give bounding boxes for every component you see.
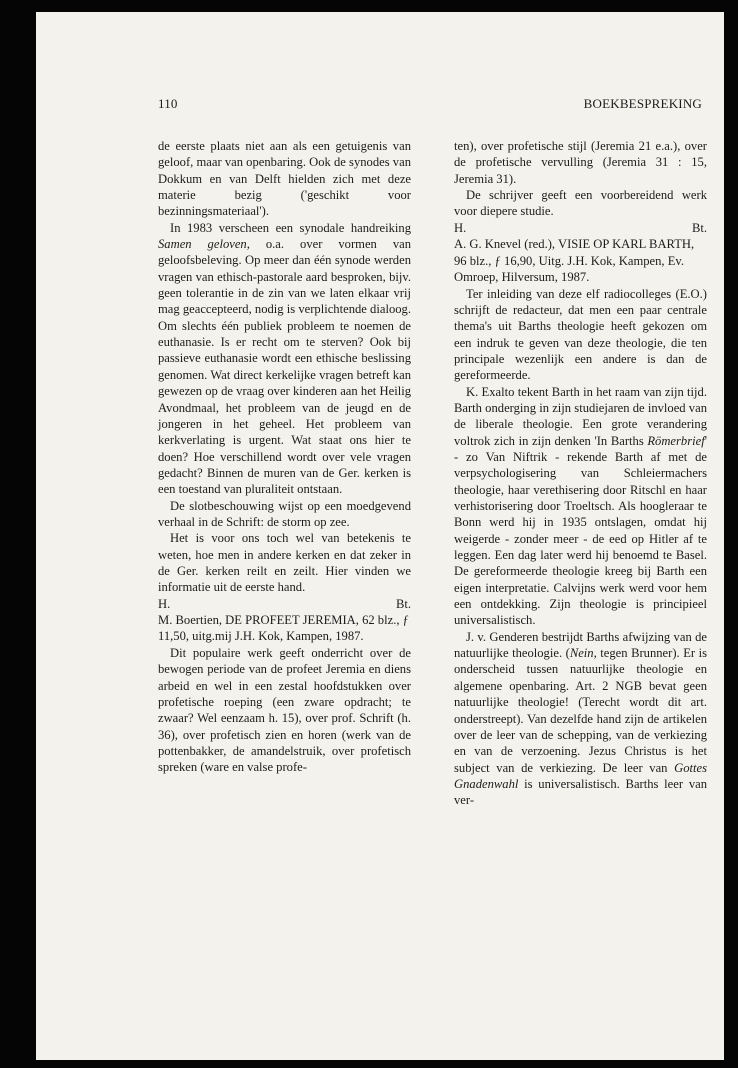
signature-author: Bt. bbox=[395, 596, 411, 611]
italic-term: Gottes Gnadenwahl bbox=[454, 760, 707, 791]
paragraph: de eerste plaats niet aan als een getuigenis van geloof, maar van openbaring. Ook de synodes van Dokkum en van Delft hielden zich met deze materie bezig ('geschikt voor bezinningsmateriaal'). bbox=[158, 139, 411, 219]
signature-initial: H. bbox=[158, 596, 171, 611]
book-title-italic: Samen geloven, bbox=[158, 237, 250, 252]
page-header bbox=[158, 96, 702, 116]
book-title-italic: Römerbrief bbox=[647, 433, 705, 448]
book-citation: A. G. Knevel (red.), VISIE OP KARL BARTH, 96 blz., ƒ 16,90, Uitg. J.H. Kok, Kampen, Ev. Omroep, Hilversum, 1987. bbox=[454, 237, 695, 285]
paragraph: De schrijver geeft een voorbereidend werk voor diepere studie. bbox=[454, 188, 707, 219]
paragraph-text: tegen Brunner). Er is onderscheid tussen natuurlijke theologie en algemene openbaring. Art. 2 NGB bevat geen natuurlijke theologie! (Terecht wordt dit art. onderstreept). Van dezelfde hand zijn de artikelen over de leer van de schepping, van de verkiezing en van de verzoening. Jezus Christus is het subject van de verkiezing. De leer van bbox=[454, 646, 708, 775]
signature-author: Bt. bbox=[691, 220, 707, 235]
paragraph bbox=[454, 384, 707, 629]
paragraph-text: J. v. Genderen bestrijdt Barths afwijzing van de natuurlijke theologie. ( bbox=[454, 629, 707, 661]
paragraph-text: K. Exalto tekent Barth in het raam van zijn tijd. Barth onderging in zijn studiejaren de invloed van de liberale theologie. Een grote verandering voltrok zich in zijn denken 'In Barths bbox=[454, 384, 707, 448]
signature-initial: H. bbox=[454, 220, 467, 235]
book-page bbox=[36, 12, 724, 1060]
right-column bbox=[454, 138, 707, 809]
paragraph-text: ' - zo Van Niftrik - rekende Barth af met de verpsychologisering van Schleiermachers theologie, haar verethisering door Ritschl en haar verhistorisering door Troeltsch. Als hoogleraar te Bonn werd hij in 1935 ontslagen, omdat hij weigerde - zonder meer - de eed op Hitler af te leggen. Een dag later werd hij benoemd te Basel. De gereformeerde theologie kreeg bij Barth een eigen interpretatie. Calvijns werk werd voor hem een ontdekking. Zijn theologie is principieel universalistisch. bbox=[454, 433, 707, 628]
review-signature bbox=[158, 596, 411, 612]
italic-term: Nein, bbox=[569, 646, 597, 661]
paragraph: Dit populaire werk geeft onderricht over de bewogen periode van de profeet Jeremia en diens arbeid en wel in een zestal hoofdstukken over profetische roeping (een zware opdracht; te zwaar? Wel eenzaam h. 15), over prof. Schrift (h. 36), over profetisch zien en horen (werk van de pottenbakker, de amandelstruik, over profetisch spreken (ware en valse profe- bbox=[158, 645, 411, 775]
paragraph: Ter inleiding van deze elf radiocolleges (E.O.) schrijft de redacteur, dat men een paar centrale thema's uit Barths theologie heeft gekozen om een indruk te geven van deze theologie, die ten principale wezenlijk een andere is dan de gereformeerde. bbox=[454, 286, 707, 383]
left-column bbox=[158, 138, 411, 776]
paragraph: Het is voor ons toch wel van betekenis te weten, hoe men in andere kerken en dat zeker in de Ger. kerken reilt en zeilt. Hier vinden we informatie uit de eerste hand. bbox=[158, 531, 411, 595]
paragraph: ten), over profetische stijl (Jeremia 21 e.a.), over de profetische vervulling (Jeremia 31 : 15, Jeremia 31). bbox=[454, 139, 707, 186]
paragraph-text: In 1983 verscheen een synodale handreiking bbox=[170, 220, 411, 235]
page-number: 110 bbox=[158, 96, 178, 111]
paragraph: De slotbeschouwing wijst op een moedgevend verhaal in de Schrift: de storm op zee. bbox=[158, 498, 411, 529]
paragraph bbox=[454, 629, 707, 809]
paragraph bbox=[158, 220, 411, 498]
paragraph-text: is universalistisch. Barths leer van ver- bbox=[454, 776, 707, 808]
paragraph-text: o.a. over vormen van geloofsbeleving. Op meer dan één synode werden vragen van ethisch-pastorale aard besproken, bijv. geen tolerantie in de zin van we laten elkaar vrij mag geaccepteerd, nodig is verplichtende dialoog. Om slechts één publiek probleem te noemen de euthanasie. Is er recht om te sterven? Ook bij passieve euthanasie wordt een ethische beslissing genomen. Wat direct kerkelijke vragen betreft kan gewezen op de vraag over kinderen aan het Heilig Avondmaal, het probleem van de jeugd en de jongeren in het geheel. Het probleem van kerkverlating is urgent. Wat staat ons hier te doen? Hoe verschillend wordt over vele vragen gedacht? Binnen de muren van de Ger. kerken is een toestand van pluraliteit ontstaan. bbox=[158, 237, 412, 497]
review-signature bbox=[454, 220, 707, 236]
running-title: BOEKBESPREKING bbox=[583, 96, 702, 111]
book-citation: M. Boertien, DE PROFEET JEREMIA, 62 blz., ƒ 11,50, uitg.mij J.H. Kok, Kampen, 1987. bbox=[158, 612, 409, 644]
